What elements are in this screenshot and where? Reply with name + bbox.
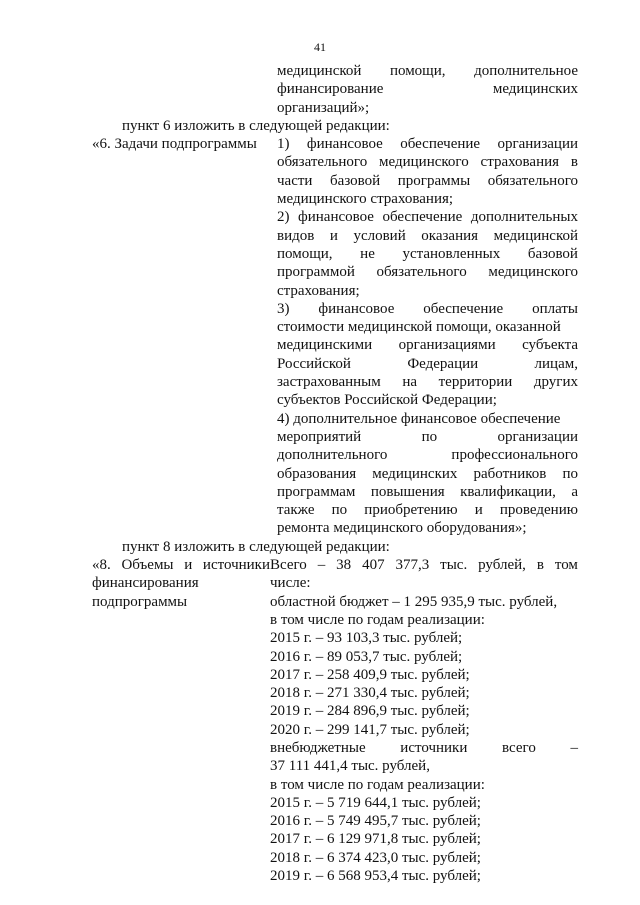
section-6-word: оплаты: [532, 300, 578, 317]
section-6-line: [277, 483, 578, 501]
section-8-line: [270, 574, 578, 592]
section-8-line: [270, 702, 578, 720]
section-6-line: [277, 391, 578, 409]
section-6-word: по: [562, 465, 578, 482]
section-6-text: [277, 135, 578, 538]
section-6-line: [277, 208, 578, 226]
section-6-word: 3): [277, 300, 290, 317]
section-6-word: территории: [438, 374, 513, 391]
section-8-label-word: Объемы: [121, 557, 174, 574]
section-6-line: [277, 300, 578, 318]
section-6-line: [277, 501, 578, 519]
section-6-word: программам: [277, 483, 356, 500]
section-8-line: [270, 830, 578, 848]
section-6-word: обязательного: [487, 172, 578, 189]
section-8-line: [270, 757, 578, 775]
page-number: 41: [314, 40, 326, 54]
section-6-word: других: [533, 374, 578, 391]
section-6-word: дополнительного: [277, 447, 388, 464]
section-8-word: источники: [400, 739, 468, 756]
section-6-word: на: [402, 374, 418, 391]
section-8-line: [270, 684, 578, 702]
section-6-word: финансовое: [306, 136, 383, 153]
section-8: [92, 556, 578, 885]
top-block-word: помощи,: [389, 63, 446, 79]
section-6-word: Российской: [277, 355, 351, 372]
section-6-word: финансовое: [318, 300, 395, 317]
section-8-word: в том числе по годам реализации:: [270, 776, 485, 793]
section-6-word: медицинскими: [277, 337, 373, 354]
section-6-line: [277, 245, 578, 263]
section-6-word: организации: [497, 136, 578, 153]
section-6-word: установленных: [402, 245, 501, 262]
section-6-word: по: [421, 428, 438, 445]
top-block-word: дополнительное: [474, 63, 578, 79]
section-8-line: [270, 739, 578, 757]
section-6-line: [277, 519, 578, 537]
section-6-word: стоимости медицинской помощи, оказанной: [277, 319, 561, 336]
section-6: [92, 135, 578, 538]
section-6-word: программы: [397, 172, 471, 189]
section-6-line: [277, 410, 578, 428]
top-block-word: финансирование: [277, 81, 384, 98]
section-6-word: повышения: [370, 483, 445, 500]
section-6-word: медицинского страхования;: [277, 191, 454, 208]
section-8-line: [270, 721, 578, 739]
section-6-line: [277, 282, 578, 300]
section-6-word: квалификации,: [460, 483, 556, 500]
section-6-word: программой: [277, 264, 355, 281]
top-block-line: [277, 62, 578, 80]
section-8-line: [270, 849, 578, 867]
section-6-line: [277, 227, 578, 245]
section-8-word: 2016 г. – 5 749 495,7 тыс. рублей;: [270, 813, 481, 830]
section-6-word: Федерации: [407, 355, 479, 372]
top-block-word: медицинской: [277, 63, 362, 79]
section-8-label-line: [92, 556, 270, 574]
section-8-word: в том числе по годам реализации:: [270, 611, 485, 628]
section-8-word: том: [554, 557, 578, 574]
section-6-line: [277, 446, 578, 464]
section-8-word: числе:: [270, 575, 311, 592]
section-6-word: медицинского: [379, 154, 469, 171]
section-6-line: [277, 190, 578, 208]
section-6-word: также: [277, 502, 315, 519]
section-8-word: тыс.: [440, 557, 468, 574]
section-6-word: финансовое: [298, 209, 374, 226]
section-8-label-word: и: [184, 557, 193, 574]
section-6-line: [277, 153, 578, 171]
section-6-word: обеспечение: [423, 300, 504, 317]
section-8-word: 2020 г. – 299 141,7 тыс. рублей;: [270, 721, 470, 738]
section-8-label-word: «8.: [92, 557, 111, 574]
section-8-line: [270, 629, 578, 647]
section-6-word: помощи,: [277, 245, 333, 262]
section-6-word: профессионального: [451, 447, 578, 464]
section-6-word: организациями: [398, 337, 496, 354]
section-6-word: и: [329, 227, 338, 244]
section-6-line: [277, 336, 578, 354]
section-8-line: [270, 593, 578, 611]
section-6-word: в: [570, 154, 578, 171]
section-6-word: 1): [277, 136, 290, 153]
section-6-word: 4) дополнительное финансовое обеспечение: [277, 410, 561, 427]
section-6-word: медицинской: [493, 227, 578, 244]
section-8-word: в: [536, 557, 544, 574]
section-8-label-line: [92, 574, 270, 592]
section-8-word: –: [317, 557, 326, 574]
section-6-word: обеспечение: [382, 209, 463, 226]
instruction-item-8: пункт 8 изложить в следующей редакции:: [122, 538, 390, 555]
section-6-word: страхования: [480, 154, 560, 171]
top-block-text: [277, 62, 578, 117]
section-6-line: [277, 172, 578, 190]
section-8-label-word: подпрограммы: [92, 593, 188, 610]
section-8-word: 2019 г. – 6 568 953,4 тыс. рублей;: [270, 868, 481, 885]
section-8-word: 2017 г. – 258 409,9 тыс. рублей;: [270, 666, 470, 683]
section-6-line: [277, 465, 578, 483]
section-6-line: [277, 318, 578, 336]
section-8-word: внебюджетные: [270, 739, 366, 756]
section-8-word: областной бюджет – 1 295 935,9 тыс. рублей,: [270, 593, 558, 610]
section-8-word: 2018 г. – 271 330,4 тыс. рублей;: [270, 685, 470, 702]
section-8-line: [270, 776, 578, 794]
section-8-label-word: финансирования: [92, 575, 199, 592]
section-8-label-word: источники: [202, 557, 270, 574]
section-6-line: [277, 373, 578, 391]
section-6-word: а: [571, 483, 578, 500]
top-block: [92, 62, 578, 117]
section-6-word: образования: [277, 465, 357, 482]
section-8-label-line: [92, 593, 270, 611]
section-8-line: [270, 812, 578, 830]
section-6-word: проведению: [499, 502, 578, 519]
section-6-word: части: [277, 172, 313, 189]
section-8-word: Всего: [270, 557, 307, 574]
section-6-word: и: [474, 502, 483, 519]
document-body: [92, 62, 578, 885]
section-8-line: [270, 611, 578, 629]
top-block-word: медицинских: [492, 81, 578, 98]
section-6-line: [277, 355, 578, 373]
top-block-line: [277, 99, 578, 117]
section-6-word: мероприятий: [277, 428, 362, 445]
section-6-word: субъекта: [522, 337, 578, 354]
section-6-word: ремонта медицинского оборудования»;: [277, 520, 527, 537]
section-6-word: оказания: [421, 227, 479, 244]
section-8-word: 2015 г. – 93 103,3 тыс. рублей;: [270, 630, 463, 647]
section-6-line: [277, 263, 578, 281]
section-6-line: [277, 428, 578, 446]
section-8-line: [270, 794, 578, 812]
section-6-word: дополнительных: [470, 209, 578, 226]
section-8-line: [270, 556, 578, 574]
section-8-word: 407: [362, 557, 385, 574]
section-6-word: лицам,: [534, 355, 578, 372]
section-6-word: видов: [277, 227, 315, 244]
section-6-word: 2): [277, 209, 290, 226]
section-6-word: по: [331, 502, 348, 519]
section-8-word: рублей,: [478, 557, 526, 574]
section-6-word: не: [360, 245, 375, 262]
section-6-word: застрахованным: [277, 374, 381, 391]
section-8-word: 377,3: [395, 557, 430, 574]
section-6-word: приобретению: [364, 502, 458, 519]
section-6-word: работников: [473, 465, 547, 482]
section-8-label: [92, 556, 270, 885]
section-8-word: 2017 г. – 6 129 971,8 тыс. рублей;: [270, 831, 481, 848]
section-8-word: 37 111 441,4 тыс. рублей,: [270, 758, 430, 775]
section-8-text: [270, 556, 578, 885]
section-6-line: [277, 135, 578, 153]
section-6-word: обязательного: [277, 154, 368, 171]
section-8-word: 2018 г. – 6 374 423,0 тыс. рублей;: [270, 849, 481, 866]
section-6-word: медицинского: [488, 264, 578, 281]
section-8-line: [270, 666, 578, 684]
section-6-word: страхования;: [277, 282, 360, 299]
section-6-word: базовой: [330, 172, 381, 189]
section-8-line: [270, 867, 578, 885]
section-8-word: 2016 г. – 89 053,7 тыс. рублей;: [270, 648, 463, 665]
section-6-word: медицинских: [372, 465, 458, 482]
section-8-word: 2019 г. – 284 896,9 тыс. рублей;: [270, 703, 470, 720]
section-6-label: «6. Задачи подпрограммы: [92, 136, 257, 153]
section-6-word: субъектов Российской Федерации;: [277, 392, 497, 409]
instruction-item-6: пункт 6 изложить в следующей редакции:: [122, 117, 390, 134]
section-8-word: –: [570, 739, 578, 756]
section-6-word: организации: [497, 428, 578, 445]
top-block-word: организаций»;: [277, 99, 370, 116]
section-8-word: 2015 г. – 5 719 644,1 тыс. рублей;: [270, 794, 481, 811]
section-8-word: 38: [336, 557, 352, 574]
section-6-word: условий: [353, 227, 406, 244]
section-8-line: [270, 648, 578, 666]
section-6-word: обеспечение: [400, 136, 481, 153]
top-block-line: [277, 80, 578, 98]
section-6-word: обязательного: [376, 264, 467, 281]
section-6-word: базовой: [527, 245, 578, 262]
section-8-word: всего: [502, 739, 536, 756]
